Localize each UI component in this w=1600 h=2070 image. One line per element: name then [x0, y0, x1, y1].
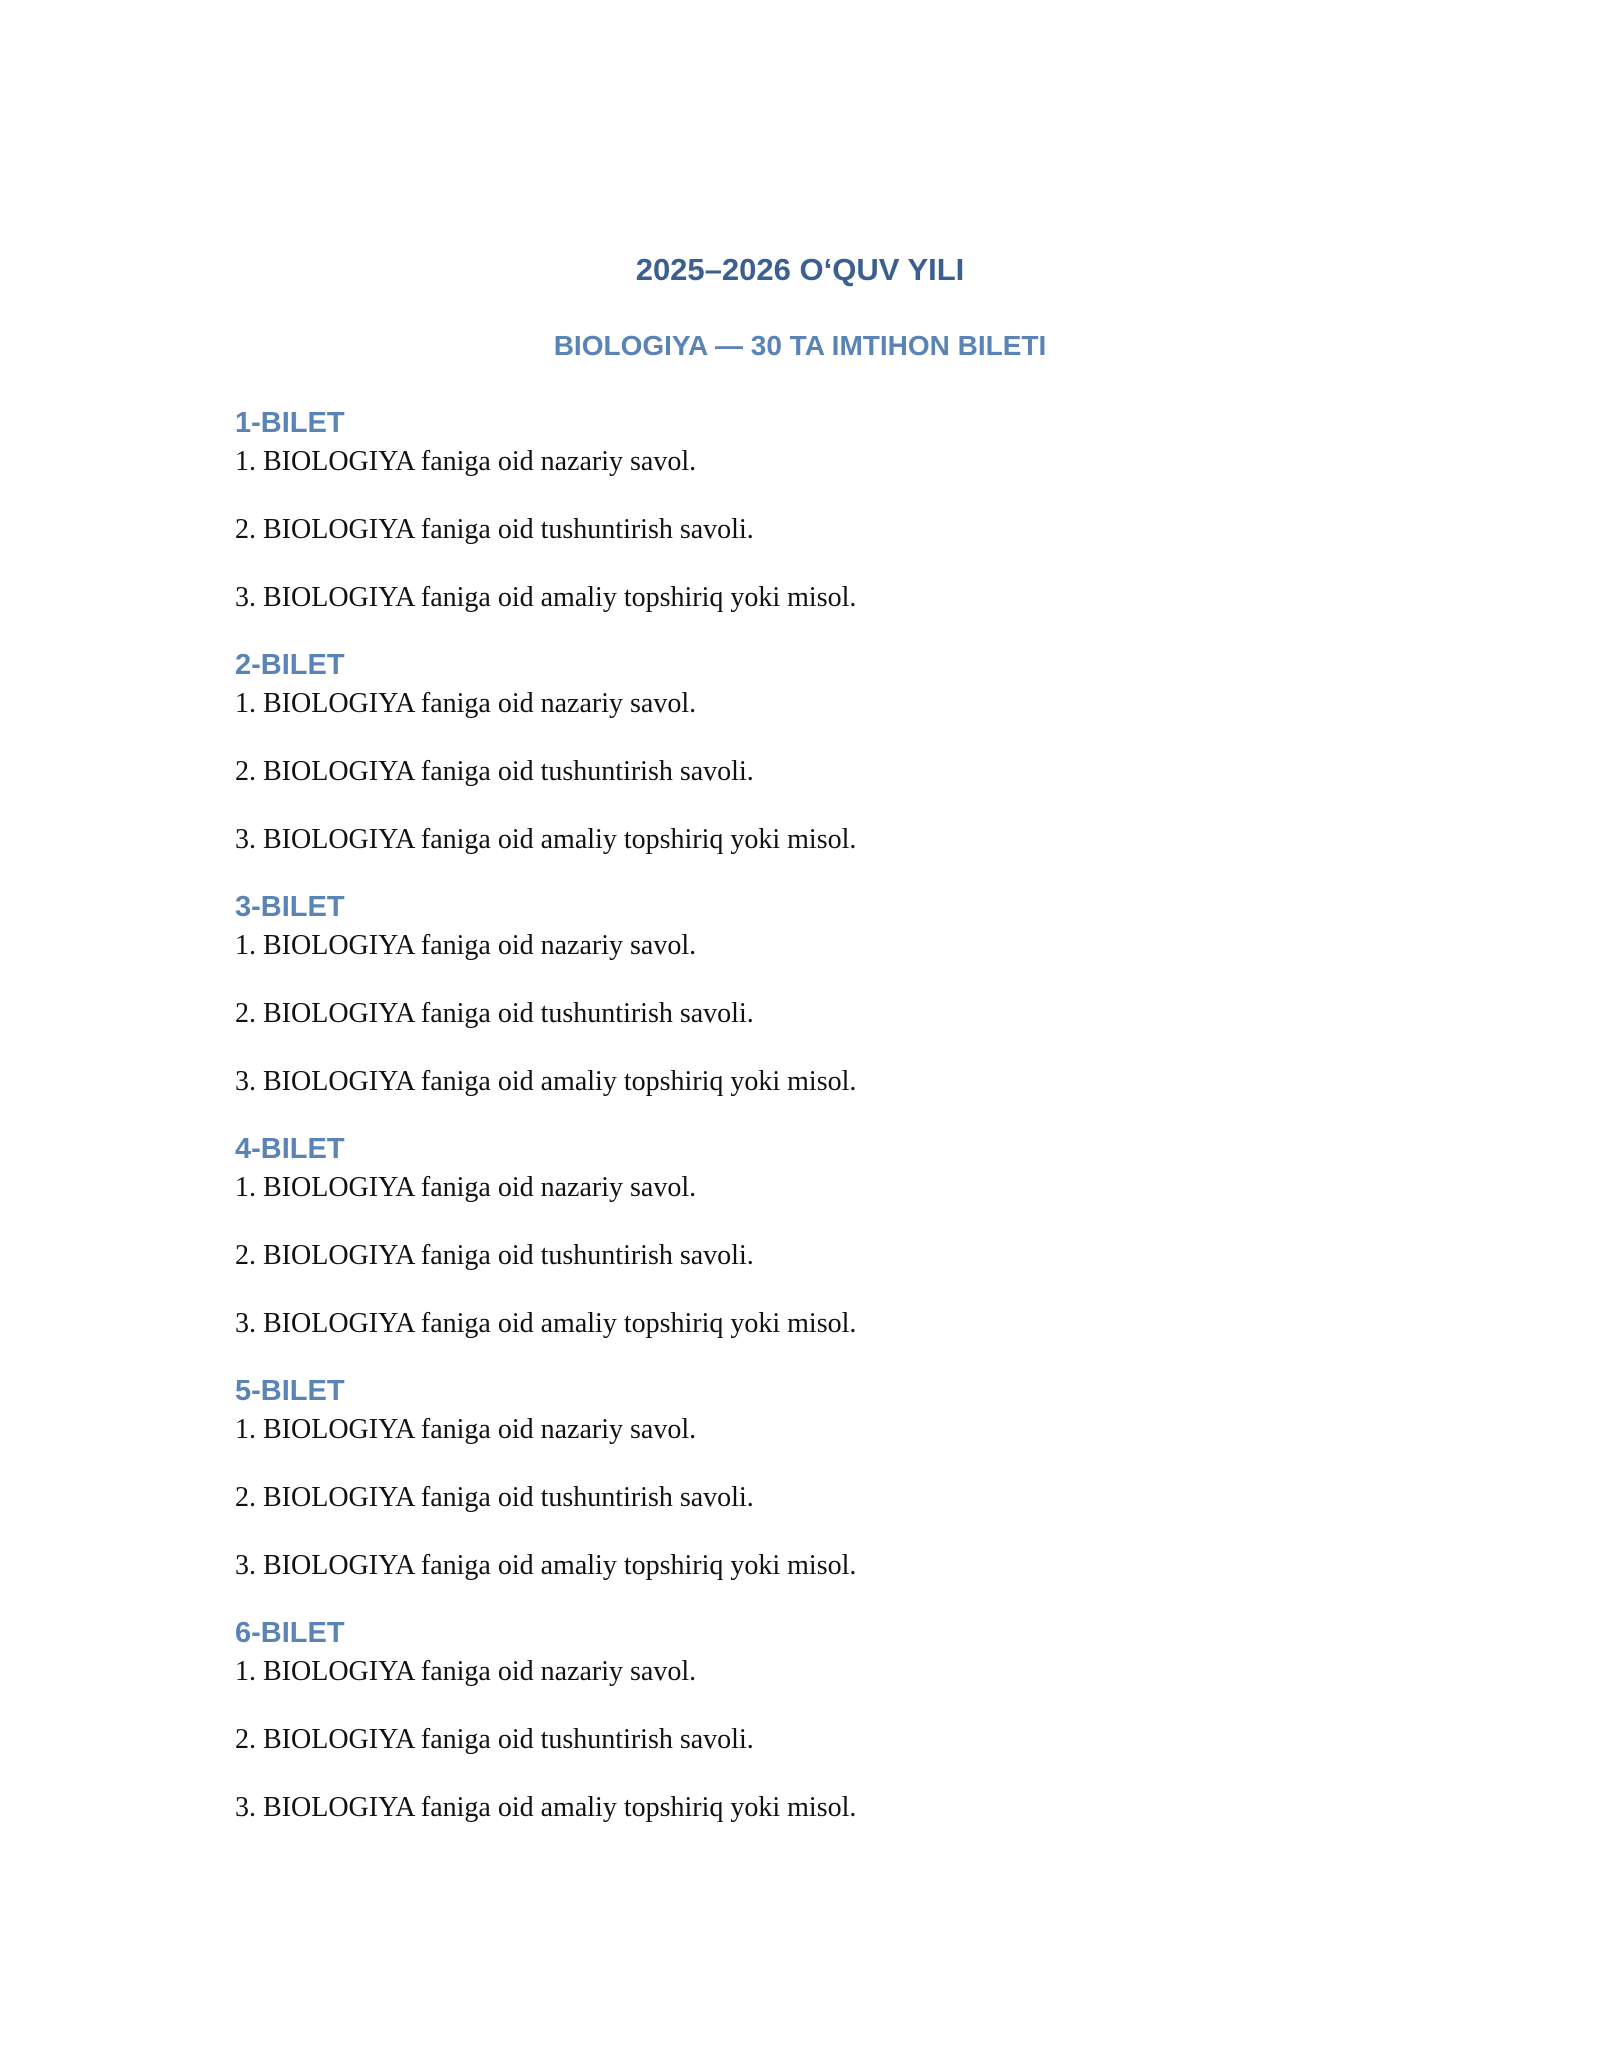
ticket-list [235, 401, 1435, 1825]
ticket-2 [235, 643, 1435, 857]
ticket-heading: 2-BILET [235, 649, 345, 681]
question-item: 1. BIOLOGIYA faniga oid nazariy savol. [235, 1172, 697, 1203]
ticket-heading: 3-BILET [235, 891, 345, 923]
ticket-heading: 5-BILET [235, 1375, 345, 1407]
question-item: 1. BIOLOGIYA faniga oid nazariy savol. [235, 1414, 697, 1445]
question-item: 2. BIOLOGIYA faniga oid tushuntirish savoli. [235, 756, 754, 787]
question-item: 2. BIOLOGIYA faniga oid tushuntirish savoli. [235, 1240, 754, 1271]
ticket-3 [235, 885, 1435, 1099]
page-subtitle: BIOLOGIYA — 30 TA IMTIHON BILETI [553, 330, 1047, 361]
ticket-5 [235, 1369, 1435, 1583]
question-item: 2. BIOLOGIYA faniga oid tushuntirish savoli. [235, 998, 754, 1029]
question-item: 1. BIOLOGIYA faniga oid nazariy savol. [235, 446, 697, 477]
question-item: 3. BIOLOGIYA faniga oid amaliy topshiriq yoki misol. [235, 1792, 857, 1823]
question-item: 1. BIOLOGIYA faniga oid nazariy savol. [235, 688, 697, 719]
ticket-6 [235, 1611, 1435, 1825]
question-item: 2. BIOLOGIYA faniga oid tushuntirish savoli. [235, 1724, 754, 1755]
question-item: 3. BIOLOGIYA faniga oid amaliy topshiriq yoki misol. [235, 582, 857, 613]
question-item: 2. BIOLOGIYA faniga oid tushuntirish savoli. [235, 1482, 754, 1513]
question-item: 2. BIOLOGIYA faniga oid tushuntirish savoli. [235, 514, 754, 545]
question-item: 3. BIOLOGIYA faniga oid amaliy topshiriq yoki misol. [235, 1308, 857, 1339]
question-item: 3. BIOLOGIYA faniga oid amaliy topshiriq yoki misol. [235, 1066, 857, 1097]
question-item: 1. BIOLOGIYA faniga oid nazariy savol. [235, 1656, 697, 1687]
ticket-heading: 6-BILET [235, 1617, 345, 1649]
page-title: 2025–2026 O‘QUV YILI [635, 252, 965, 287]
ticket-heading: 1-BILET [235, 407, 345, 439]
ticket-4 [235, 1127, 1435, 1341]
question-item: 3. BIOLOGIYA faniga oid amaliy topshiriq yoki misol. [235, 1550, 857, 1581]
question-item: 3. BIOLOGIYA faniga oid amaliy topshiriq yoki misol. [235, 824, 857, 855]
question-item: 1. BIOLOGIYA faniga oid nazariy savol. [235, 930, 697, 961]
ticket-heading: 4-BILET [235, 1133, 345, 1165]
ticket-1 [235, 401, 1435, 615]
